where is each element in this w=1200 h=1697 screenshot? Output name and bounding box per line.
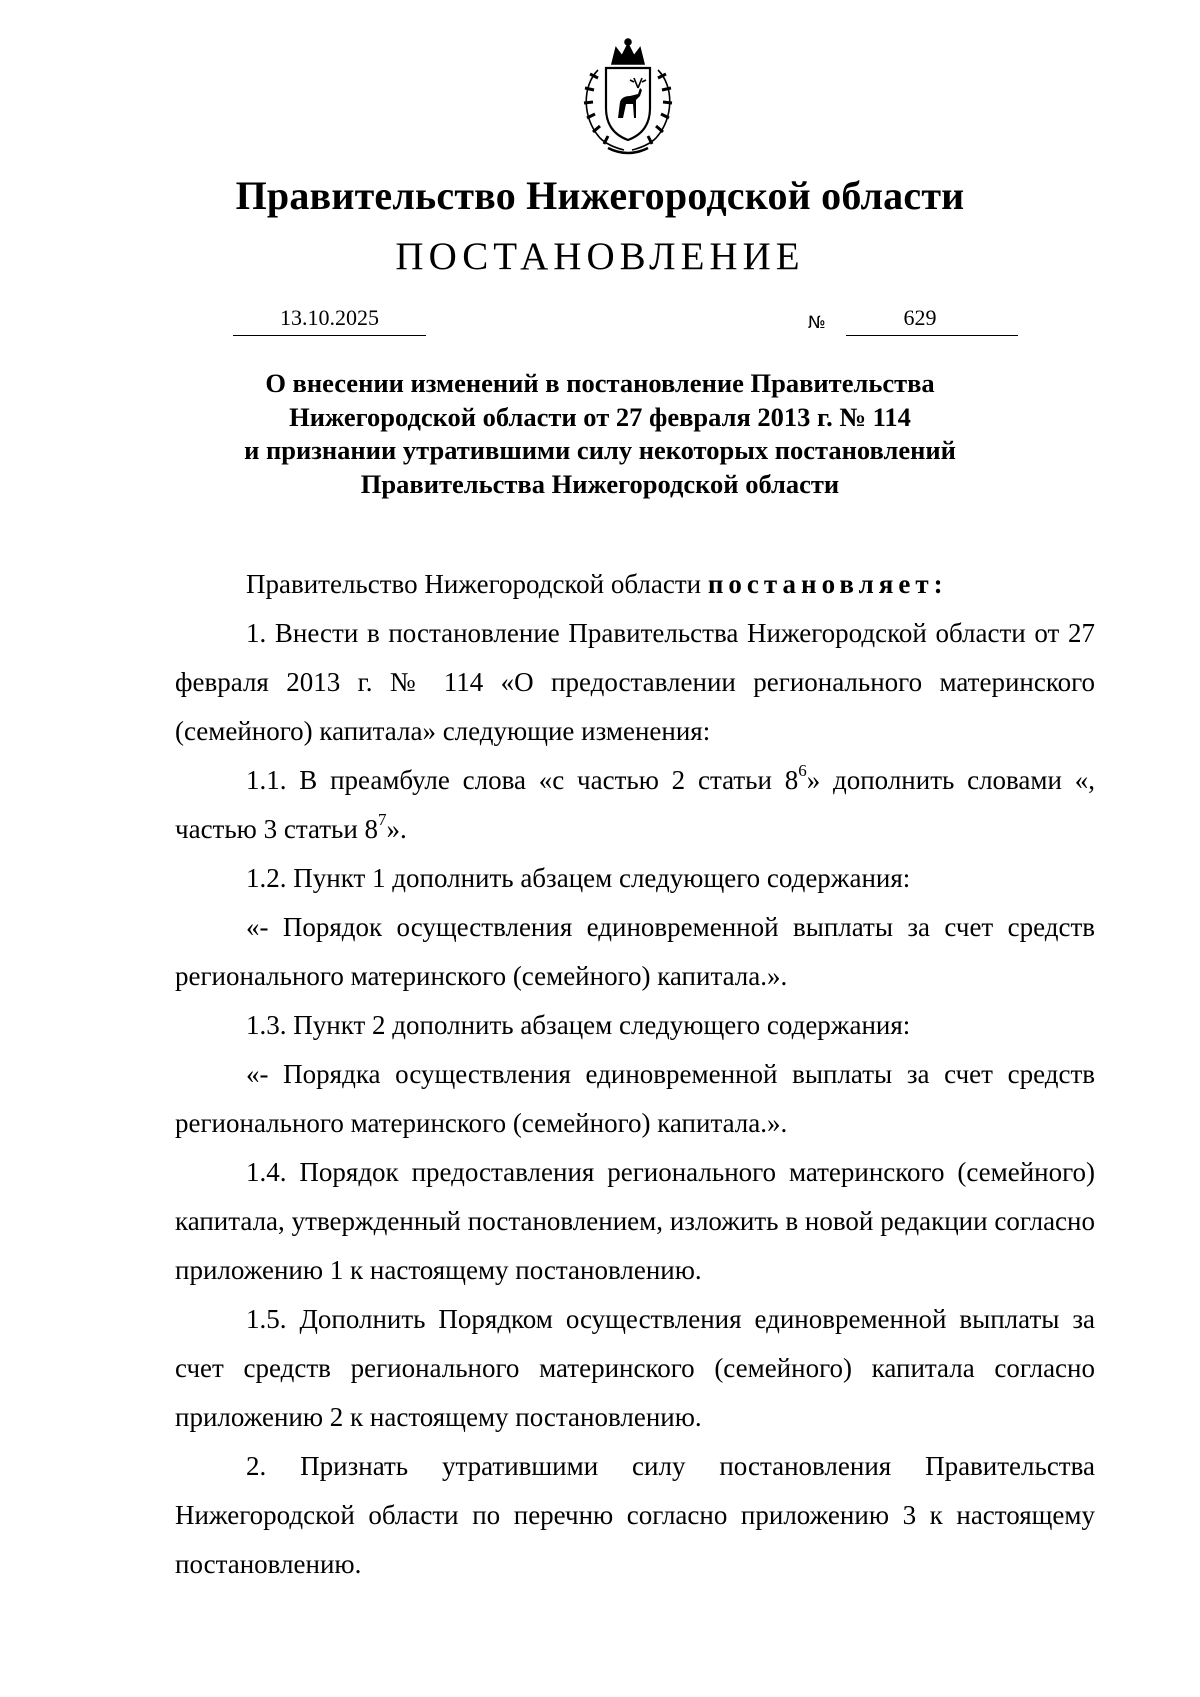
heading-line: О внесении изменений в постановление Правительства xyxy=(265,368,935,398)
item-2: 2. Признать утратившими силу постановления Правительства Нижегородской области по перечню согласно приложению 3 к настоящему постановлению. xyxy=(175,1451,1095,1579)
heading-line: и признании утратившими силу некоторых постановлений xyxy=(244,435,956,465)
item-1-2: 1.2. Пункт 1 дополнить абзацем следующего содержания: xyxy=(246,863,911,893)
item-1-3-quote: «- Порядка осуществления единовременной выплаты за счет средств регионального материнского (семейного) капитала.». xyxy=(175,1059,1095,1138)
preamble-paragraph xyxy=(175,560,1095,609)
item-1-1-part-a: 1.1. В преамбуле слова «с частью 2 статьи 8 xyxy=(246,765,799,795)
decree-body xyxy=(175,560,1095,1589)
coat-of-arms-emblem xyxy=(568,38,688,158)
decree-word: постановляет: xyxy=(707,569,948,599)
decree-heading xyxy=(100,367,1100,501)
heading-line: Правительства Нижегородской области xyxy=(360,468,840,499)
item-1-1 xyxy=(175,756,1095,854)
item-1-1-part-b: » дополнить словами «, частью 3 статьи 8 xyxy=(175,765,1095,844)
superscript-7: 7 xyxy=(378,810,387,829)
heading-line: Нижегородской области от 27 февраля 2013 г. № 114 xyxy=(289,401,911,432)
item-1: 1. Внести в постановление Правительства Нижегородской области от 27 февраля 2013 г. № 114 «О предоставлении регионального материнского (семейного) капитала» следующие изменения: xyxy=(175,618,1095,746)
item-1-3: 1.3. Пункт 2 дополнить абзацем следующего содержания: xyxy=(246,1010,911,1040)
preamble-text: Правительство Нижегородской области xyxy=(246,569,702,599)
item-1-4: 1.4. Порядок предоставления регионального материнского (семейного) капитала, утвержденный постановлением, изложить в новой редакции согласно приложению 1 к настоящему постановлению. xyxy=(175,1157,1095,1285)
decree-date: 13.10.2025 xyxy=(233,302,426,336)
item-1-1-part-c: ». xyxy=(386,814,407,844)
government-name: Правительство Нижегородской области xyxy=(235,173,965,218)
decree-number-field xyxy=(846,302,1018,336)
decree-number: 629 xyxy=(903,305,937,330)
number-label: № xyxy=(808,313,826,333)
item-1-5: 1.5. Дополнить Порядком осуществления единовременной выплаты за счет средств регионального материнского (семейного) капитала согласно приложению 2 к настоящему постановлению. xyxy=(175,1304,1095,1432)
document-type: ПОСТАНОВЛЕНИЕ xyxy=(395,235,805,278)
superscript-6: 6 xyxy=(798,761,807,780)
item-1-2-quote: «- Порядок осуществления единовременной выплаты за счет средств регионального материнского (семейного) капитала.». xyxy=(175,912,1095,991)
